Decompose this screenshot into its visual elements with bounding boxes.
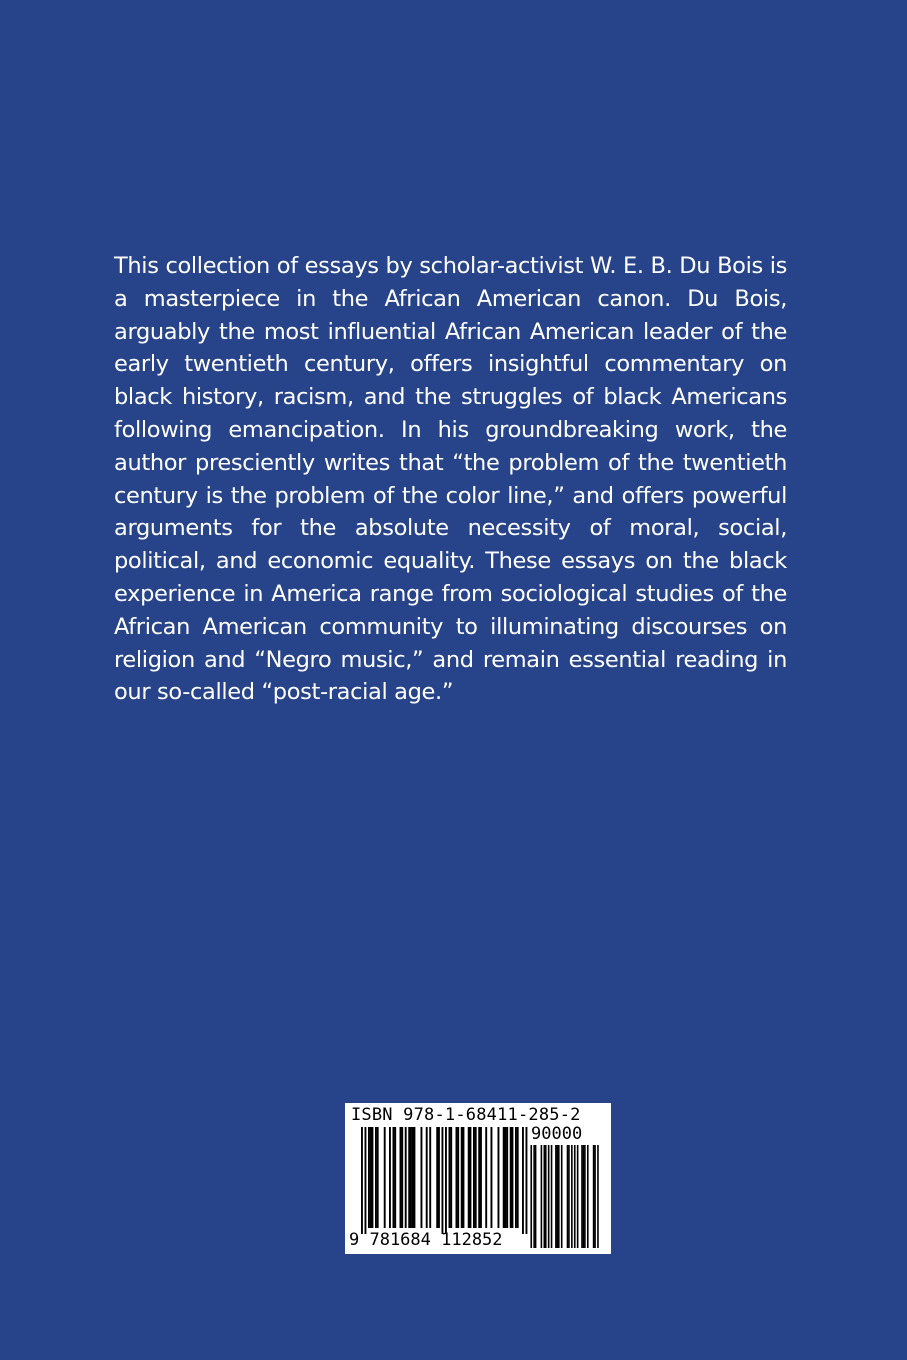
barcode-bar [400,1127,402,1228]
barcode-bar [389,1127,391,1228]
barcode-bar [515,1127,517,1228]
addon-bar [555,1145,557,1248]
barcode-bar [449,1127,451,1228]
barcode-bar [517,1127,519,1228]
addon-bar [571,1145,573,1248]
barcode-bar [450,1127,452,1228]
addon-bar [583,1145,585,1248]
addon-bar [584,1145,586,1248]
addon-bar [574,1145,576,1248]
barcode-bar [384,1127,386,1228]
cover-blurb: This collection of essays by scholar-activist W. E. B. Du Bois is a masterpiece in the African American canon. Du Bois, arguably the most influential African American leader of the early twentieth century, offers insightful commentary on black history, racism, and the struggles of black Americans following emancipation. In his groundbreaking work, the author presciently writes that “the problem of the twentieth century is the problem of the color line,” and offers powerful arguments for the absolute necessity of moral, social, political, and economic equality. These essays on the black experience in America range from sociological studies of the African American community to illuminating discourses on religion and “Negro music,” and remain essential reading in our so-called “post-racial age.” [114,253,787,706]
barcode-bar [361,1127,363,1234]
barcode-bar [393,1127,395,1228]
barcode-bar [426,1127,428,1228]
barcode-bar [429,1127,431,1228]
addon-bar [597,1145,599,1248]
barcode-bar [475,1127,477,1228]
barcode-bar [491,1127,493,1228]
barcode-bar [436,1127,438,1228]
barcode-bar [445,1127,447,1234]
barcode-bar [463,1127,465,1228]
barcode-bar [522,1127,524,1234]
barcode-bar [405,1127,407,1228]
barcode-bar [473,1127,475,1228]
barcode-bar [408,1127,410,1228]
barcode-bar [394,1127,396,1228]
barcode-bar [505,1127,507,1228]
addon-bar [577,1145,579,1248]
barcode-bar [401,1127,403,1228]
barcode-bar [365,1127,367,1234]
barcode-bar [526,1127,528,1234]
barcode-bar [377,1127,379,1228]
barcode-bar [375,1127,377,1228]
barcode-bar [438,1127,440,1228]
addon-bar [567,1145,569,1248]
addon-bar [533,1145,535,1248]
barcode-bar [510,1127,512,1228]
addon-bar [558,1145,560,1248]
isbn-barcode [345,1103,611,1254]
barcode-bar [414,1127,416,1228]
barcode-bar [461,1127,463,1228]
barcode-bar [498,1127,500,1228]
barcode-bar [370,1127,372,1228]
barcode-bar [442,1127,444,1234]
barcode-bar [468,1127,470,1228]
barcode-bar [470,1127,472,1228]
addon-bar [587,1145,589,1248]
barcode-addon-code: 90000 [531,1124,583,1144]
barcode-bar [410,1127,412,1228]
addon-bar [541,1145,543,1248]
barcode-digits: 9 781684 112852 [349,1230,503,1250]
barcode-bar [506,1127,508,1228]
barcode-bar [421,1127,423,1228]
isbn-label: ISBN 978-1-68411-285-2 [351,1105,581,1125]
addon-bar [551,1145,553,1248]
barcode-bar [503,1127,505,1228]
addon-bar [548,1145,550,1248]
addon-bar [557,1145,559,1248]
addon-bar [561,1145,563,1248]
addon-bar [530,1145,532,1248]
barcode-bar [368,1127,370,1228]
barcode-bar [457,1127,459,1228]
addon-bar [594,1145,596,1248]
addon-bar [593,1145,595,1248]
addon-bar [581,1145,583,1248]
addon-bar [535,1145,537,1248]
addon-bars [530,1145,598,1248]
barcode-bar [478,1127,480,1228]
addon-bar [568,1145,570,1248]
barcode-bar [372,1127,374,1228]
barcode-bar [480,1127,482,1228]
barcode-bar [512,1127,514,1228]
addon-bar [545,1145,547,1248]
barcode-bar [412,1127,414,1228]
ean13-bars [361,1127,527,1234]
barcode-bar [485,1127,487,1228]
addon-bar [544,1145,546,1248]
barcode-bar [456,1127,458,1228]
